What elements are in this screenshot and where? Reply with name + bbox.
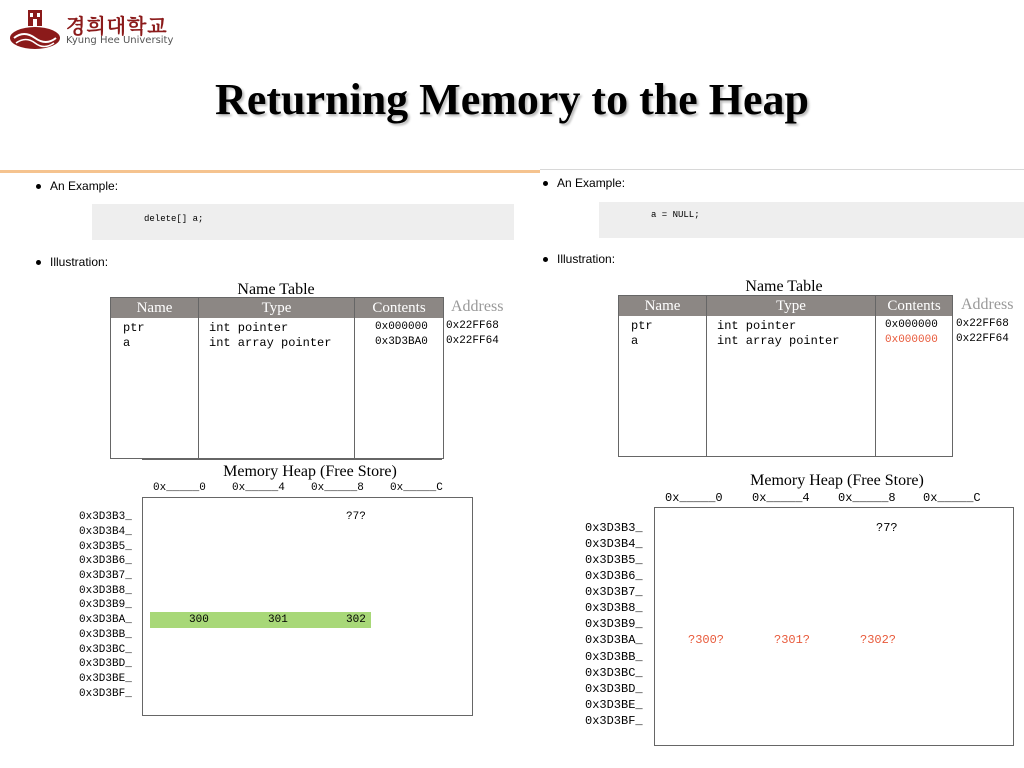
- right-header-type: Type: [707, 296, 875, 316]
- right-heap-b3-value: ?7?: [876, 521, 898, 535]
- left-heap-b3-value: ?7?: [346, 511, 366, 523]
- left-row2-address: 0x22FF64: [446, 335, 499, 347]
- right-code-text: a = NULL;: [651, 210, 700, 220]
- left-row1-name: ptr: [123, 321, 145, 335]
- left-row2-contents: 0x3D3BA0: [375, 336, 428, 348]
- column-divider: [875, 296, 876, 456]
- left-address-header: Address: [451, 298, 504, 315]
- left-heap-row: 0x3D3B8_: [79, 585, 132, 597]
- left-illustration-label: Illustration:: [50, 255, 109, 269]
- left-heap-row: 0x3D3B7_: [79, 570, 132, 582]
- left-heap-row: 0x3D3BC_: [79, 644, 132, 656]
- right-row1-contents: 0x000000: [885, 319, 938, 331]
- right-heap-row: 0x3D3BB_: [585, 650, 643, 664]
- right-divider: [540, 169, 1024, 170]
- left-heap-row: 0x3D3B4_: [79, 526, 132, 538]
- right-illustration-label: Illustration:: [557, 252, 616, 266]
- left-row1-type: int pointer: [209, 321, 289, 335]
- left-row2-type: int array pointer: [209, 336, 332, 350]
- right-heap-row: 0x3D3B9_: [585, 617, 643, 631]
- right-address-header: Address: [961, 296, 1014, 313]
- right-illustration-bullet: [543, 252, 615, 266]
- left-row1-address: 0x22FF68: [446, 320, 499, 332]
- left-heap-col-c: 0x_____C: [390, 482, 443, 494]
- right-heap-ba-value: ?300?: [688, 633, 725, 647]
- left-code-box: [92, 204, 514, 240]
- right-heap-row: 0x3D3BF_: [585, 714, 643, 728]
- left-row2-name: a: [123, 336, 131, 350]
- column-divider: [354, 298, 355, 458]
- left-heap-box: [142, 497, 473, 716]
- right-heap-title: Memory Heap (Free Store): [750, 472, 924, 489]
- left-heap-row: 0x3D3B3_: [79, 511, 132, 523]
- university-emblem-icon: [8, 8, 62, 52]
- right-code-box: [599, 202, 1024, 238]
- left-heap-ba-value: 302: [346, 614, 366, 626]
- right-heap-col-c: 0x_____C: [923, 491, 981, 505]
- right-heap-row: 0x3D3B8_: [585, 601, 643, 615]
- right-heap-row: 0x3D3B3_: [585, 521, 643, 535]
- right-heap-row: 0x3D3BA_: [585, 633, 643, 647]
- right-heap-row: 0x3D3BE_: [585, 698, 643, 712]
- bullet-icon: [543, 257, 548, 262]
- left-heap-col-8: 0x_____8: [311, 482, 364, 494]
- column-divider: [706, 296, 707, 456]
- right-heap-row: 0x3D3BD_: [585, 682, 643, 696]
- left-heap-row: 0x3D3BD_: [79, 658, 132, 670]
- left-heap-allocated-highlight: [150, 612, 371, 628]
- left-heap-row: 0x3D3BA_: [79, 614, 132, 626]
- right-row1-name: ptr: [631, 319, 653, 333]
- left-heap-title: Memory Heap (Free Store): [223, 463, 397, 480]
- right-heap-col-8: 0x_____8: [838, 491, 896, 505]
- left-heap-col-4: 0x_____4: [232, 482, 285, 494]
- right-example-label: An Example:: [557, 176, 626, 190]
- right-row2-contents: 0x000000: [885, 334, 938, 346]
- right-row1-type: int pointer: [717, 319, 797, 333]
- right-heap-row: 0x3D3B4_: [585, 537, 643, 551]
- slide-title: Returning Memory to the Heap: [215, 75, 809, 124]
- right-heap-row: 0x3D3B6_: [585, 569, 643, 583]
- left-header-type: Type: [199, 298, 354, 318]
- right-heap-ba-value: ?301?: [774, 633, 811, 647]
- right-header-contents: Contents: [876, 296, 952, 316]
- right-heap-row: 0x3D3B5_: [585, 553, 643, 567]
- bullet-icon: [36, 184, 41, 189]
- right-name-table: [618, 295, 953, 457]
- left-table-underline: [142, 459, 442, 460]
- right-row2-type: int array pointer: [717, 334, 840, 348]
- column-divider: [198, 298, 199, 458]
- left-heap-ba-value: 300: [189, 614, 209, 626]
- left-name-table-title: Name Table: [237, 281, 315, 298]
- left-heap-row: 0x3D3BF_: [79, 688, 132, 700]
- right-row1-address: 0x22FF68: [956, 318, 1009, 330]
- left-example-label: An Example:: [50, 179, 119, 193]
- left-row1-contents: 0x000000: [375, 321, 428, 333]
- right-example-bullet: [543, 176, 625, 190]
- left-heap-ba-value: 301: [268, 614, 288, 626]
- bullet-icon: [543, 181, 548, 186]
- right-heap-row: 0x3D3BC_: [585, 666, 643, 680]
- left-heap-row: 0x3D3B5_: [79, 541, 132, 553]
- left-example-bullet: [36, 179, 118, 193]
- right-heap-box: [654, 507, 1014, 746]
- right-row2-address: 0x22FF64: [956, 333, 1009, 345]
- left-heap-row: 0x3D3BB_: [79, 629, 132, 641]
- left-heap-row: 0x3D3B6_: [79, 555, 132, 567]
- right-heap-row: 0x3D3B7_: [585, 585, 643, 599]
- right-header-name: Name: [619, 296, 706, 316]
- left-header-contents: Contents: [355, 298, 443, 318]
- left-header-name: Name: [111, 298, 198, 318]
- right-heap-ba-value: ?302?: [860, 633, 897, 647]
- right-heap-col-4: 0x_____4: [752, 491, 810, 505]
- bullet-icon: [36, 260, 41, 265]
- left-heap-row: 0x3D3B9_: [79, 599, 132, 611]
- university-logo: [8, 8, 178, 52]
- left-heap-row: 0x3D3BE_: [79, 673, 132, 685]
- right-heap-col-0: 0x_____0: [665, 491, 723, 505]
- left-code-text: delete[] a;: [144, 214, 204, 224]
- logo-korean-text: 경희대학교: [66, 14, 168, 38]
- right-row2-name: a: [631, 334, 639, 348]
- right-name-table-title: Name Table: [745, 278, 823, 295]
- left-heap-col-0: 0x_____0: [153, 482, 206, 494]
- left-illustration-bullet: [36, 255, 108, 269]
- logo-english-text: Kyung Hee University: [66, 35, 174, 46]
- left-name-table: [110, 297, 444, 459]
- left-divider: [0, 170, 540, 173]
